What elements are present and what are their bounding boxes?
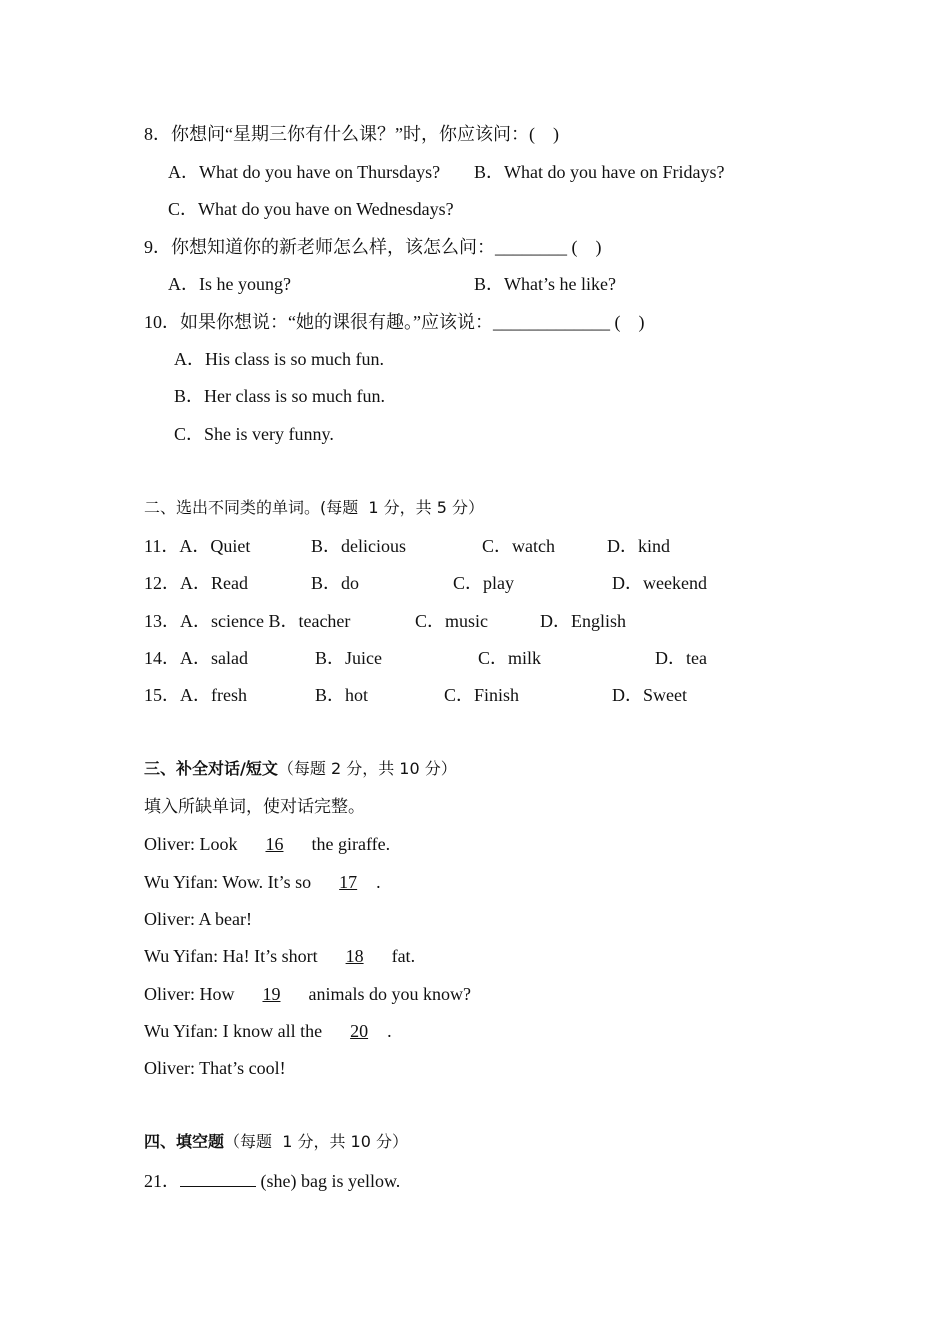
dialogue-text: Oliver: A bear!: [144, 909, 252, 929]
dialogue-line-18: [144, 944, 415, 968]
section4-title: [144, 1130, 408, 1154]
dialogue-text: fat.: [382, 946, 416, 966]
dialogue-line-19: [144, 982, 471, 1006]
q10-stem: [144, 310, 644, 334]
q11-option-b: B．delicious: [311, 536, 406, 556]
section4-title-main: 四、填空题: [144, 1132, 225, 1151]
q9-stem: [144, 235, 602, 259]
section4-title-points: （每题 1 分，共 10 分）: [224, 1132, 408, 1151]
q13-option-c: C．music: [415, 611, 489, 631]
dialogue-text: the giraffe.: [302, 834, 391, 854]
q14-option-a: 14．A．salad: [144, 648, 248, 668]
q14-option-c: C．milk: [478, 648, 542, 668]
blank-20: 20: [350, 1021, 369, 1041]
q15-option-a: 15．A．fresh: [144, 685, 247, 705]
q10-stem-text: 10．如果你想说：“她的课很有趣。”应该说：: [144, 312, 493, 332]
q21-text: (she) bag is yellow.: [256, 1171, 401, 1191]
q9-option-a: A．Is he young?: [168, 274, 291, 294]
dialogue-text: Oliver: How: [144, 984, 244, 1004]
q10-answer-blank: _____________: [492, 312, 610, 332]
q15-option-b: B．hot: [315, 685, 369, 705]
q9-option-b: B．What’s he like?: [474, 274, 616, 294]
dialogue-text: animals do you know?: [299, 984, 471, 1004]
dialogue-line-16: [144, 832, 390, 856]
dialogue-text: Wu Yifan: Ha! It’s short: [144, 946, 327, 966]
q13-option-d: D．English: [540, 611, 627, 631]
section3-title: [144, 757, 457, 781]
blank-17: 17: [339, 872, 358, 892]
q21: [144, 1169, 400, 1193]
q9-stem-text: 9．你想知道你的新老师怎么样，该怎么问：: [144, 237, 495, 257]
q21-number: 21．: [144, 1171, 180, 1191]
dialogue-line-20: [144, 1019, 392, 1043]
q12-option-d: D．weekend: [612, 573, 707, 593]
q8-stem: 8．你想问“星期三你有什么课？”时，你应该问：( ): [144, 124, 559, 144]
blank-18: 18: [345, 946, 364, 966]
q9-answer-blank: ________: [495, 237, 567, 257]
q13-option-ab: 13．A．science B．teacher: [144, 611, 351, 631]
q10-option-b: B．Her class is so much fun.: [174, 386, 385, 406]
q10-option-c: C．She is very funny.: [174, 424, 334, 444]
q12-option-a: 12．A．Read: [144, 573, 248, 593]
q12-option-b: B．do: [311, 573, 360, 593]
q12-option-c: C．play: [453, 573, 514, 593]
dialogue-line-17: [144, 870, 381, 894]
q11-option-c: C．watch: [482, 536, 555, 556]
section2-title: 二、选出不同类的单词。(每题 1 分，共 5 分）: [144, 498, 485, 517]
q15-option-c: C．Finish: [444, 685, 520, 705]
q10-option-a: A．His class is so much fun.: [174, 349, 384, 369]
q8-option-b: B．What do you have on Fridays?: [474, 162, 725, 182]
blank-19: 19: [262, 984, 281, 1004]
dialogue-line-bear: [144, 907, 252, 931]
section3-instruction: 填入所缺单词，使对话完整。: [144, 797, 365, 817]
q11-option-a: 11．A．Quiet: [144, 536, 251, 556]
q15-option-d: D．Sweet: [612, 685, 687, 705]
dialogue-line-cool: [144, 1056, 286, 1080]
section3-title-points: （每题 2 分，共 10 分）: [277, 759, 457, 778]
dialogue-text: Wu Yifan: I know all the: [144, 1021, 332, 1041]
q14-option-d: D．tea: [655, 648, 707, 668]
q14-option-b: B．Juice: [315, 648, 382, 668]
dialogue-text: .: [376, 872, 381, 892]
dialogue-text: Oliver: Look: [144, 834, 247, 854]
q9-stem-paren: ( ): [567, 237, 602, 257]
blank-16: 16: [265, 834, 284, 854]
q10-stem-paren: ( ): [609, 312, 645, 332]
dialogue-text: Oliver: That’s cool!: [144, 1058, 286, 1078]
q8-option-a: A．What do you have on Thursdays?: [168, 162, 441, 182]
section3-title-main: 三、补全对话/短文: [144, 759, 278, 778]
q8-option-c: C．What do you have on Wednesdays?: [168, 199, 454, 219]
q11-option-d: D．kind: [607, 536, 670, 556]
dialogue-text: .: [387, 1021, 392, 1041]
dialogue-text: Wu Yifan: Wow. It’s so: [144, 872, 321, 892]
q21-answer-blank: [180, 1169, 256, 1187]
